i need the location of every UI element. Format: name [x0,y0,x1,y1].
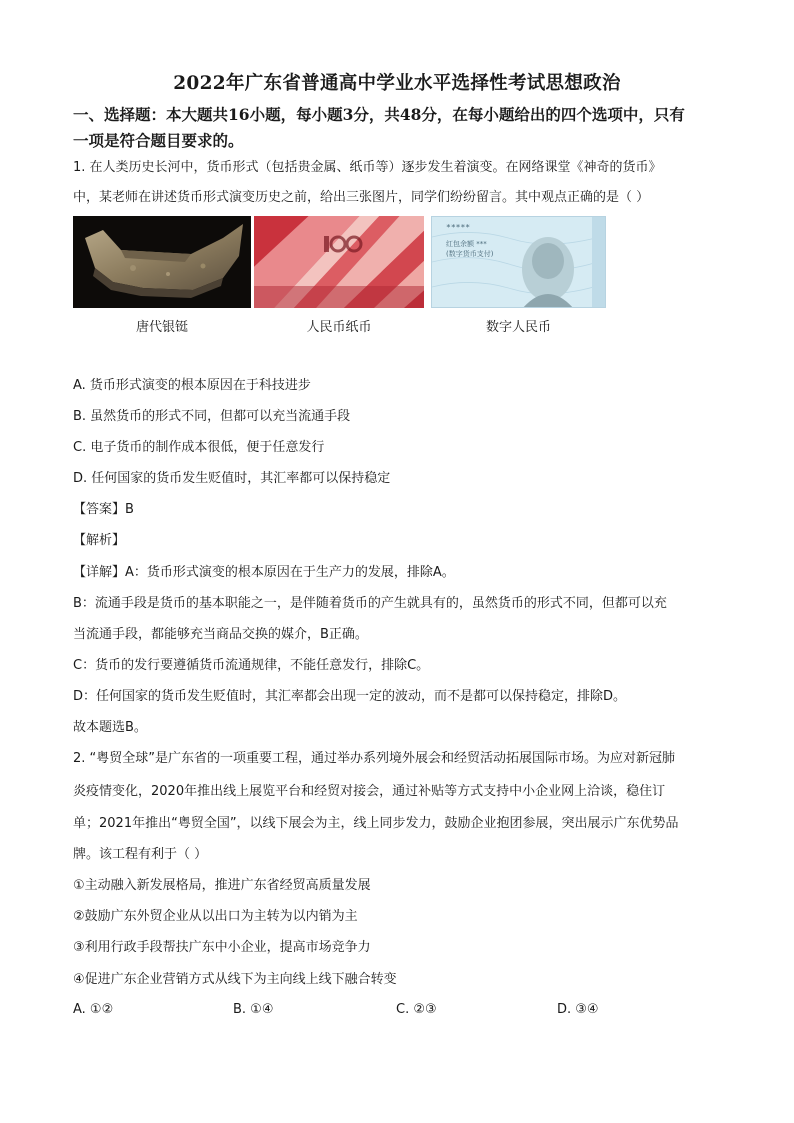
page-title: 2022年广东省普通高中学业水平选择性考试思想政治 [173,73,621,94]
digital-rmb-note: (数字货币支付) [446,250,494,258]
caption-digital-rmb: 数字人民币 [485,320,551,335]
q2-stem-line-4: 牌。该工程有利于（ ） [73,847,208,862]
q2-choice-a: A. ①② [73,1002,114,1017]
q2-item-4: ④促进广东企业营销方式从线下为主向线上线下融合转变 [73,972,397,987]
q2-choice-c: C. ②③ [396,1002,437,1017]
q1-stem-line-2: 中，某老师在讲述货币形式演变历史之前，给出三张图片，同学们纷纷留言。其中观点正确的是（ ） [73,190,650,205]
q1-stem-line-1: 1. 在人类历史长河中，货币形式（包括贵金属、纸币等）逐步发生着演变。在网络课堂《神奇的货币》 [73,160,662,175]
q1-analysis-line-2: B：流通手段是货币的基本职能之一，是伴随着货币的产生就具有的，虽然货币的形式不同，但都可以充 [73,596,667,611]
digital-rmb-image [431,216,606,308]
q1-analysis-line-6: 故本题选B。 [73,720,147,735]
q2-stem-line-3: 单；2021年推出“粤贸全国”，以线下展会为主，线上同步发力，鼓励企业抱团参展，突出展示广东优势品 [73,816,679,831]
rmb-banknotes-photo-icon [254,216,424,308]
q2-item-2: ②鼓励广东外贸企业从以出口为主转为以内销为主 [73,909,358,924]
q2-stem-line-1: 2. “粤贸全球”是广东省的一项重要工程，通过举办系列境外展会和经贸活动拓展国际市场。为应对新冠肺 [73,751,676,766]
q2-choice-d: D. ③④ [557,1002,599,1017]
q2-item-3: ③利用行政手段帮扶广东中小企业，提高市场竞争力 [73,940,371,955]
rmb-banknotes-image [254,216,424,308]
digital-rmb-balance: 红包余额 *** [446,240,487,248]
q1-option-a: A. 货币形式演变的根本原因在于科技进步 [73,378,311,393]
q1-option-d: D. 任何国家的货币发生贬值时，其汇率都可以保持稳定 [73,471,391,486]
q1-analysis-label: 【解析】 [73,533,126,548]
digital-rmb-stars: ***** [446,223,471,232]
q2-item-1: ①主动融入新发展格局，推进广东省经贸高质量发展 [73,878,371,893]
caption-rmb-banknotes: 人民币纸币 [306,320,372,335]
section-heading-line-2: 一项是符合题目要求的。 [73,131,244,150]
q1-option-c: C. 电子货币的制作成本很低，便于任意发行 [73,440,325,455]
silver-ingot-photo-icon [73,216,251,308]
caption-silver-ingot: 唐代银铤 [135,320,188,335]
q1-option-b: B. 虽然货币的形式不同，但都可以充当流通手段 [73,409,351,424]
section-heading-line-1: 一、选择题：本大题共16小题，每小题3分，共48分，在每小题给出的四个选项中，只有 [73,105,685,124]
section-heading [73,102,723,154]
q1-analysis-line-4: C：货币的发行要遵循货币流通规律，不能任意发行，排除C。 [73,658,430,673]
q1-answer: 【答案】B [73,502,134,517]
q2-choice-b: B. ①④ [233,1002,274,1017]
q2-stem-line-2: 炎疫情变化，2020年推出线上展览平台和经贸对接会，通过补贴等方式支持中小企业网上洽谈，稳住订 [73,784,666,799]
q1-analysis-line-3: 当流通手段，都能够充当商品交换的媒介，B正确。 [73,627,368,642]
q1-analysis-line-5: D：任何国家的货币发生贬值时，其汇率都会出现一定的波动，而不是都可以保持稳定，排除D。 [73,689,627,704]
silver-ingot-image [73,216,251,308]
q1-analysis-line-1: 【详解】A：货币形式演变的根本原因在于生产力的发展，排除A。 [73,565,455,580]
